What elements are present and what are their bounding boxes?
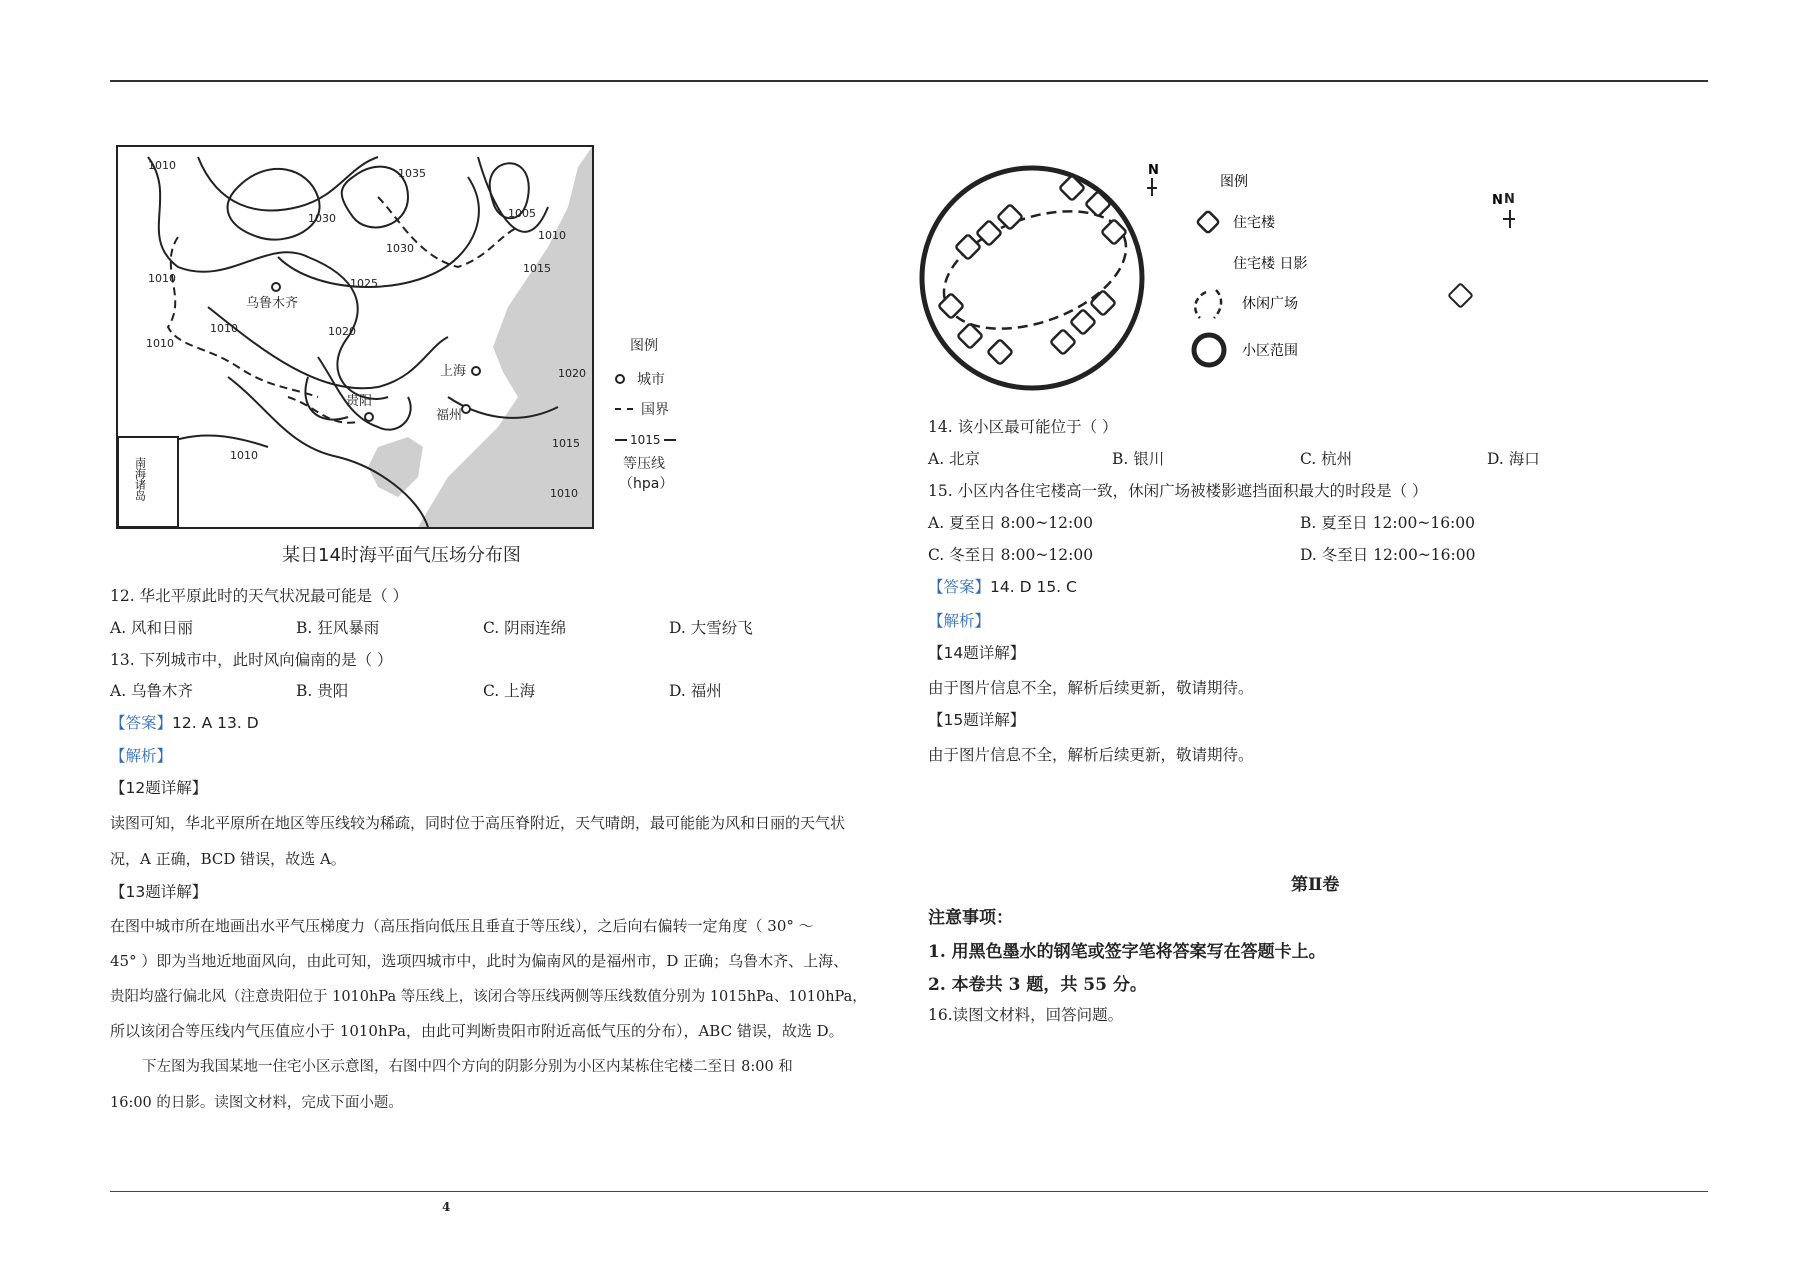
detail-13-title: 【13题详解】 xyxy=(110,883,208,901)
q15-option-a: A. 夏至日 8:00~12:00 xyxy=(928,514,1093,532)
border-line-icon xyxy=(615,408,633,410)
analysis-tag: 【解析】 xyxy=(928,612,991,630)
legend-shadow: 住宅楼 日影 xyxy=(1233,256,1308,272)
city-label: 乌鲁木齐 xyxy=(246,296,299,311)
map-legend-title: 图例 xyxy=(630,338,658,354)
map-legend xyxy=(615,335,715,493)
q16-stem: 16.读图文材料，回答问题。 xyxy=(928,1006,1124,1024)
isobar-label: 1020 xyxy=(558,367,586,380)
detail-12-line: 况，A 正确，BCD 错误，故选 A。 xyxy=(110,850,346,868)
q12-option-a: A. 风和日丽 xyxy=(110,619,194,637)
answer-line-1 xyxy=(110,711,259,733)
q14-option-d: D. 海口 xyxy=(1487,450,1540,468)
q12-stem: 12. 华北平原此时的天气状况最可能是（ ） xyxy=(110,587,409,605)
notice-title: 注意事项： xyxy=(928,908,1013,928)
isobar-label: 1010 xyxy=(550,487,578,500)
city-dot-icon xyxy=(615,374,625,384)
isobar-label: 1005 xyxy=(508,207,536,220)
answer-line-2 xyxy=(928,575,1077,597)
footer-rule xyxy=(110,1191,1708,1192)
page-number: 4 xyxy=(442,1200,451,1214)
legend-isobar: 等压线 xyxy=(623,456,665,472)
intro-line: 下左图为我国某地一住宅小区示意图，右图中四个方向的阴影分别为小区内某栋住宅楼二至日 8:00 和 xyxy=(142,1059,793,1075)
answer-text: 14. D 15. C xyxy=(990,578,1077,596)
community-svg xyxy=(920,150,1503,400)
q14-option-b: B. 银川 xyxy=(1112,450,1165,468)
answer-tag: 【答案】 xyxy=(928,578,991,596)
plaza-icon xyxy=(1195,290,1221,318)
legend-area: 小区范围 xyxy=(1242,343,1298,359)
isobar-label: 1010 xyxy=(230,449,258,462)
detail-15-text: 由于图片信息不全，解析后续更新，敬请期待。 xyxy=(928,746,1254,764)
city-label: 贵阳 xyxy=(346,394,373,409)
answer-text: 12. A 13. D xyxy=(172,714,259,732)
notice-item: 2. 本卷共 3 题，共 55 分。 xyxy=(928,975,1147,995)
detail-14-title: 【14题详解】 xyxy=(928,644,1026,662)
q13-option-a: A. 乌鲁木齐 xyxy=(110,682,194,700)
header-rule xyxy=(110,80,1708,82)
q15-stem: 15. 小区内各住宅楼高一致，休闲广场被楼影遮挡面积最大的时段是（ ） xyxy=(928,482,1428,500)
q12-option-d: D. 大雪纷飞 xyxy=(669,619,753,637)
detail-13-line: 贵阳均盛行偏北风（注意贵阳位于 1010hPa 等压线上，该闭合等压线两侧等压线数值分别为 1015hPa、1010hPa， xyxy=(110,989,867,1005)
isobar-label: 1010 xyxy=(146,337,174,350)
q13-option-b: B. 贵阳 xyxy=(296,682,349,700)
isobar-label: 1025 xyxy=(350,277,378,290)
isobar-line-icon xyxy=(615,439,627,441)
legend-border: 国界 xyxy=(641,402,669,418)
north-label-2: N xyxy=(1492,193,1503,208)
pressure-map xyxy=(116,145,594,529)
notice-item: 1. 用黑色墨水的钢笔或签字笔将答案写在答题卡上。 xyxy=(928,942,1326,962)
detail-13-line: 45° ）即为当地近地面风向，由此可知，选项四城市中，此时为偏南风的是福州市，D 正确；乌鲁木齐、上海、 xyxy=(110,952,849,970)
q14-option-c: C. 杭州 xyxy=(1300,450,1353,468)
inset-label: 南海诸岛 xyxy=(133,457,147,501)
detail-13-line: 在图中城市所在地画出水平气压梯度力（高压指向低压且垂直于等压线），之后向右偏转一定角度（ 30° ～ xyxy=(110,917,814,935)
pressure-map-svg xyxy=(118,147,592,527)
intro-line: 16:00 的日影。读图文材料，完成下面小题。 xyxy=(110,1095,403,1111)
section2-title: 第Ⅱ卷 xyxy=(1291,875,1340,895)
q12-option-c: C. 阴雨连绵 xyxy=(483,619,567,637)
legend-building: 住宅楼 xyxy=(1233,215,1275,231)
isobar-label: 1015 xyxy=(552,437,580,450)
q15-option-d: D. 冬至日 12:00~16:00 xyxy=(1300,546,1476,564)
detail-15-title: 【15题详解】 xyxy=(928,711,1026,729)
detail-13-line: 所以该闭合等压线内气压值应小于 1010hPa，由此可判断贵阳市附近高低气压的分布），ABC 错误，故选 D。 xyxy=(110,1022,844,1040)
community-legend-title: 图例 xyxy=(1220,174,1248,190)
map-caption: 某日14时海平面气压场分布图 xyxy=(282,545,521,566)
analysis-tag: 【解析】 xyxy=(110,747,173,765)
isobar-label: 1030 xyxy=(386,242,414,255)
north-label-right: N xyxy=(1504,192,1515,207)
isobar-label: 1020 xyxy=(328,325,356,338)
detail-14-text: 由于图片信息不全，解析后续更新，敬请期待。 xyxy=(928,679,1254,697)
q15-option-c: C. 冬至日 8:00~12:00 xyxy=(928,546,1094,564)
q13-option-d: D. 福州 xyxy=(669,682,722,700)
q12-option-b: B. 狂风暴雨 xyxy=(296,619,380,637)
isobar-label: 1010 xyxy=(148,272,176,285)
city-label: 上海 xyxy=(440,364,467,379)
isobar-label: 1030 xyxy=(308,212,336,225)
answer-tag: 【答案】 xyxy=(110,714,173,732)
q15-option-b: B. 夏至日 12:00~16:00 xyxy=(1300,514,1475,532)
area-icon xyxy=(1194,335,1224,365)
isobar-label: 1015 xyxy=(523,262,551,275)
q14-option-a: A. 北京 xyxy=(928,450,981,468)
isobar-label: 1010 xyxy=(538,229,566,242)
legend-city: 城市 xyxy=(637,372,665,388)
isobar-label: 1035 xyxy=(398,167,426,180)
detail-12-line: 读图可知，华北平原所在地区等压线较为稀疏，同时位于高压脊附近，天气晴朗，最可能能为风和日丽的天气状 xyxy=(110,814,846,832)
legend-unit: （hpa） xyxy=(619,476,674,492)
q13-option-c: C. 上海 xyxy=(483,682,536,700)
city-label: 福州 xyxy=(436,408,463,423)
q14-stem: 14. 该小区最可能位于（ ） xyxy=(928,418,1118,436)
q13-stem: 13. 下列城市中，此时风向偏南的是（ ） xyxy=(110,651,393,669)
building-icon xyxy=(1197,211,1220,234)
community-figure xyxy=(920,150,1503,400)
detail-12-title: 【12题详解】 xyxy=(110,779,208,797)
north-label: N xyxy=(1148,163,1159,178)
legend-plaza: 休闲广场 xyxy=(1242,296,1298,312)
isobar-label: 1010 xyxy=(210,322,238,335)
legend-isobar-value: 1015 xyxy=(630,433,661,447)
isobar-label: 1010 xyxy=(148,159,176,172)
